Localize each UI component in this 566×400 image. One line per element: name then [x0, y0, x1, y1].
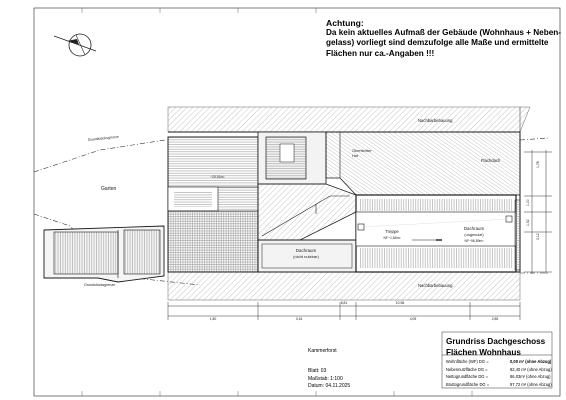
dim-right-1: 1,78 — [536, 161, 540, 168]
attic-left-note: (nicht nutzbar) — [293, 254, 319, 259]
area-row-value: 0,00 m² (ohne Abzug) — [510, 359, 552, 364]
skylight-label: Oberlichter Hof — [352, 148, 372, 158]
attic-left-label: Dachraum — [295, 248, 317, 253]
project-name: Kammerforst — [308, 348, 337, 354]
notice-line-3: Flächen nur ca.-Angaben !!! — [326, 48, 435, 58]
attic-left-area: ~25,51m² — [210, 175, 225, 179]
attic-right-note: (ungenutzt) — [464, 233, 484, 237]
neighbour-label-bottom: Nachbarbebauung — [418, 283, 453, 288]
area-row-label: Nettogrundfläche DG = — [446, 374, 488, 379]
dim-right-3: 1,52 — [526, 219, 530, 226]
notice-line-2: gelass) vorliegt sind demzufolge alle Maße und ermittelte — [326, 38, 549, 48]
stair-label: Treppe — [385, 229, 399, 234]
flat-roof-label: Flachdach — [481, 158, 501, 163]
area-row-value: 97,72 m² (ohne Abzug) — [510, 381, 552, 387]
property-line-label-top: Grundstücksgrenze — [87, 134, 120, 142]
dim-bottom-1: 1,80 — [209, 317, 217, 321]
dim-bottom-2: 3,16 — [295, 317, 303, 321]
dim-bottom-6: 10,58 — [395, 301, 405, 305]
area-row-label: Wohnfläche (WF) DG = — [446, 359, 489, 364]
dim-bottom-3: 8,81 — [340, 301, 348, 305]
dim-bottom-5: 2,85 — [491, 317, 499, 321]
sheet-number: Blatt: 03 — [308, 368, 327, 375]
area-row — [446, 366, 556, 374]
area-row — [446, 381, 556, 389]
attic-right-label: Dachraum — [463, 226, 485, 231]
area-row-label: Nebennutzfläche DG = — [446, 366, 488, 372]
area-row-value: 82,40 m² (ohne Abzug) — [510, 366, 552, 372]
garden-label: Garten — [101, 186, 117, 192]
area-row-label: Bruttogrundfläche DG = — [446, 381, 490, 387]
neighbour-label-top: Nachbarbebauung — [418, 118, 453, 123]
property-line-label-bottom: Grundstücksgrenze — [84, 283, 116, 287]
drawing-scale: Maßstab: 1:100 — [308, 375, 343, 382]
attic-right-area: NF~56,89m² — [464, 239, 484, 243]
north-arrow-icon — [54, 34, 96, 56]
stair-area: NF~1,65m² — [383, 236, 401, 240]
notice-line-1: Da kein aktuelles Aufmaß der Gebäude (Wohnhaus + Neben- — [326, 28, 561, 38]
dim-right-4: 3,12 — [536, 233, 540, 240]
title-block-heading — [446, 336, 545, 358]
area-table — [446, 358, 556, 388]
drawing-title: Grundriss Dachgeschoss — [446, 337, 546, 346]
dim-bottom-4: 4,05 — [409, 317, 417, 321]
drawing-subtitle: Flächen Wohnhaus — [446, 348, 521, 357]
drawing-date: Datum: 04.11.2025 — [308, 383, 351, 390]
area-row-value: 86,03m² (ohne Abzug) — [510, 374, 551, 379]
area-row — [446, 373, 556, 381]
project-info — [308, 348, 350, 391]
dim-right-2: 1,00 — [526, 199, 530, 206]
area-row — [446, 358, 556, 366]
notice-block — [326, 18, 562, 59]
notice-heading: Achtung: — [326, 18, 364, 28]
